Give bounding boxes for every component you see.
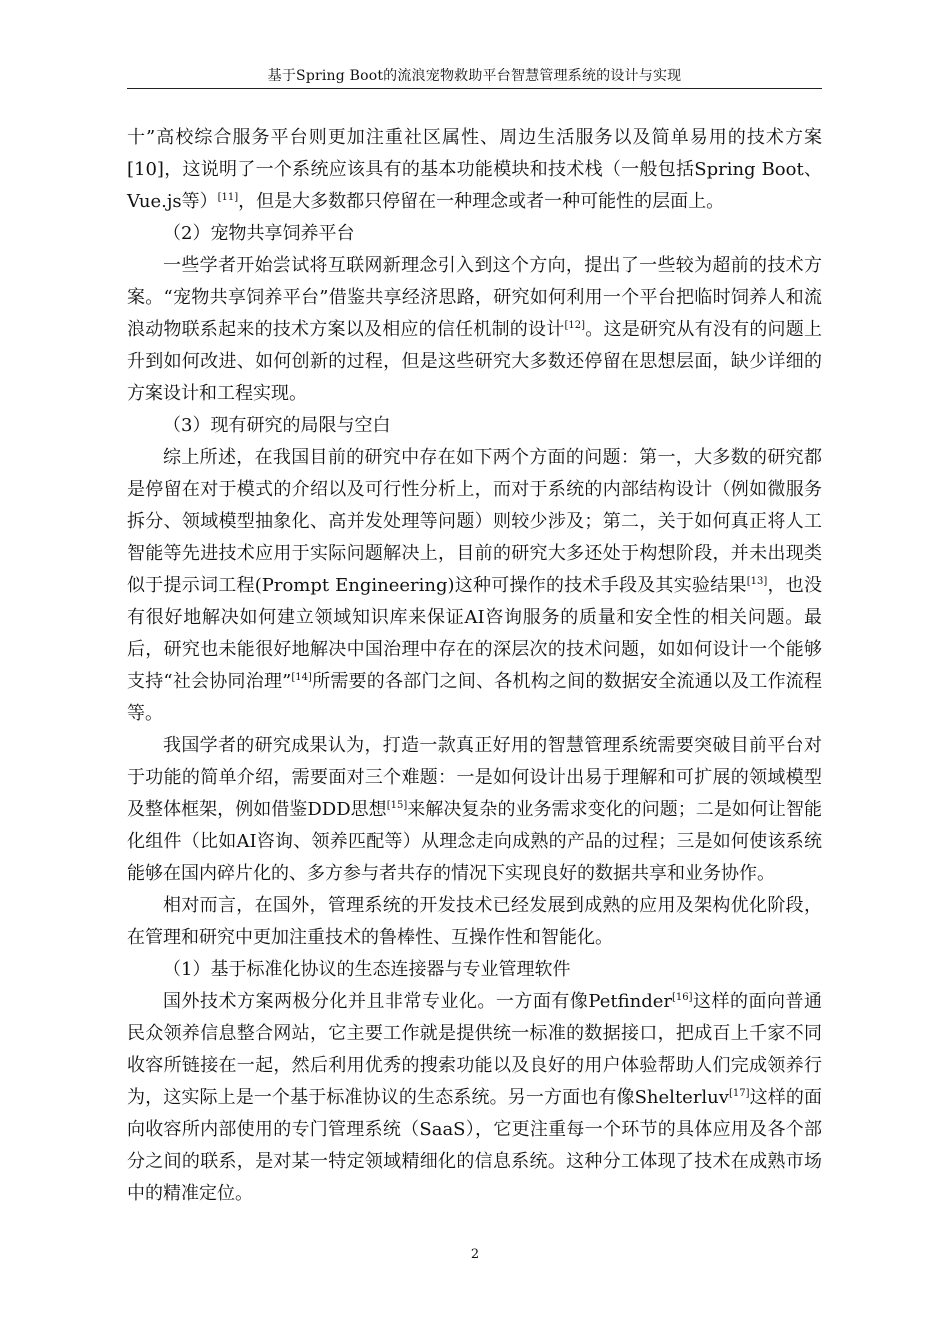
section-subheading — [127, 410, 822, 442]
citation-marker: [12] — [564, 320, 586, 331]
text-run: 来解决复杂的业务需求变化的问题；二是如何让智能化组件（比如AI咨询、领养匹配等）从理念走向成熟的产品的过程；三是如何使该系统能够在国内碎片化的、多方参与者共存的情况下实现良好的数据共享和业务协作。 — [127, 799, 822, 884]
paragraph — [127, 442, 822, 730]
paragraph — [127, 890, 822, 954]
citation-marker: [13] — [746, 576, 768, 587]
text-run: （2）宠物共享饲养平台 — [163, 223, 355, 244]
section-subheading — [127, 954, 822, 986]
text-run: 这样的面向普通民众领养信息整合网站，它主要工作就是提供统一标准的数据接口，把成百上千家不同收容所链接在一起，然后利用优秀的搜索功能以及良好的用户体验帮助人们完成领养行为，这实际上是一个基于标准协议的生态系统。另一方面也有像Shelterluv — [127, 991, 822, 1108]
text-run: 。这是研究从有没有的问题上升到如何改进、如何创新的过程，但是这些研究大多数还停留在思想层面，缺少详细的方案设计和工程实现。 — [127, 319, 823, 404]
text-run: ，也没有很好地解决如何建立领域知识库来保证AI咨询服务的质量和安全性的相关问题。最后，研究也未能很好地解决中国治理中存在的深层次的技术问题，如如何设计一个能够支持“社会协同治理” — [127, 575, 823, 692]
section-subheading — [127, 218, 822, 250]
citation-marker: [14] — [291, 672, 312, 683]
citation-marker: [16] — [671, 992, 693, 1003]
paragraph — [127, 122, 822, 218]
text-run: 这样的面向收容所内部使用的专门管理系统（SaaS），它更注重每一个环节的具体应用及各个部分之间的联系，是对某一特定领域精细化的信息系统。这种分工体现了技术在成熟市场中的精准定位。 — [127, 1087, 822, 1204]
paragraph — [127, 730, 822, 890]
text-run: 十”高校综合服务平台则更加注重社区属性、周边生活服务以及简单易用的技术方案[10]，这说明了一个系统应该具有的基本功能模块和技术栈（一般包括Spring Boot、Vue.js等） — [127, 127, 822, 212]
text-run: ，但是大多数都只停留在一种理念或者一种可能性的层面上。 — [238, 191, 725, 212]
text-run: （1）基于标准化协议的生态连接器与专业管理软件 — [163, 959, 571, 980]
text-run: 相对而言，在国外，管理系统的开发技术已经发展到成熟的应用及架构优化阶段，在管理和研究中更加注重技术的鲁棒性、互操作性和智能化。 — [127, 895, 822, 948]
running-header: 基于Spring Boot的流浪宠物救助平台智慧管理系统的设计与实现 — [127, 64, 822, 89]
text-run: 我国学者的研究成果认为，打造一款真正好用的智慧管理系统需要突破目前平台对于功能的简单介绍，需要面对三个难题：一是如何设计出易于理解和可扩展的领域模型及整体框架，例如借鉴DDD思想 — [127, 735, 822, 820]
text-run: （3）现有研究的局限与空白 — [163, 415, 391, 436]
citation-marker: [15] — [386, 800, 408, 811]
text-run: 一些学者开始尝试将互联网新理念引入到这个方向，提出了一些较为超前的技术方案。“宠物共享饲养平台”借鉴共享经济思路，研究如何利用一个平台把临时饲养人和流浪动物联系起来的技术方案以及相应的信任机制的设计 — [127, 255, 822, 340]
citation-marker: [17] — [728, 1088, 750, 1099]
page-number: 2 — [470, 1247, 480, 1262]
text-run: 国外技术方案两极分化并且非常专业化。一方面有像Petfinder — [163, 991, 672, 1012]
paragraph — [127, 250, 822, 410]
body-text — [127, 122, 822, 1210]
text-run: 所需要的各部门之间、各机构之间的数据安全流通以及工作流程等。 — [127, 671, 823, 724]
citation-marker: [11] — [217, 192, 239, 203]
text-run: 综上所述，在我国目前的研究中存在如下两个方面的问题：第一，大多数的研究都是停留在对于模式的介绍以及可行性分析上，而对于系统的内部结构设计（例如微服务拆分、领域模型抽象化、高并发处理等问题）则较少涉及；第二，关于如何真正将人工智能等先进技术应用于实际问题解决上，目前的研究大多还处于构想阶段，并未出现类似于提示词工程(Prompt Engineering)这种可操作的技术手段及其实验结果 — [127, 447, 822, 596]
paragraph — [127, 986, 822, 1210]
